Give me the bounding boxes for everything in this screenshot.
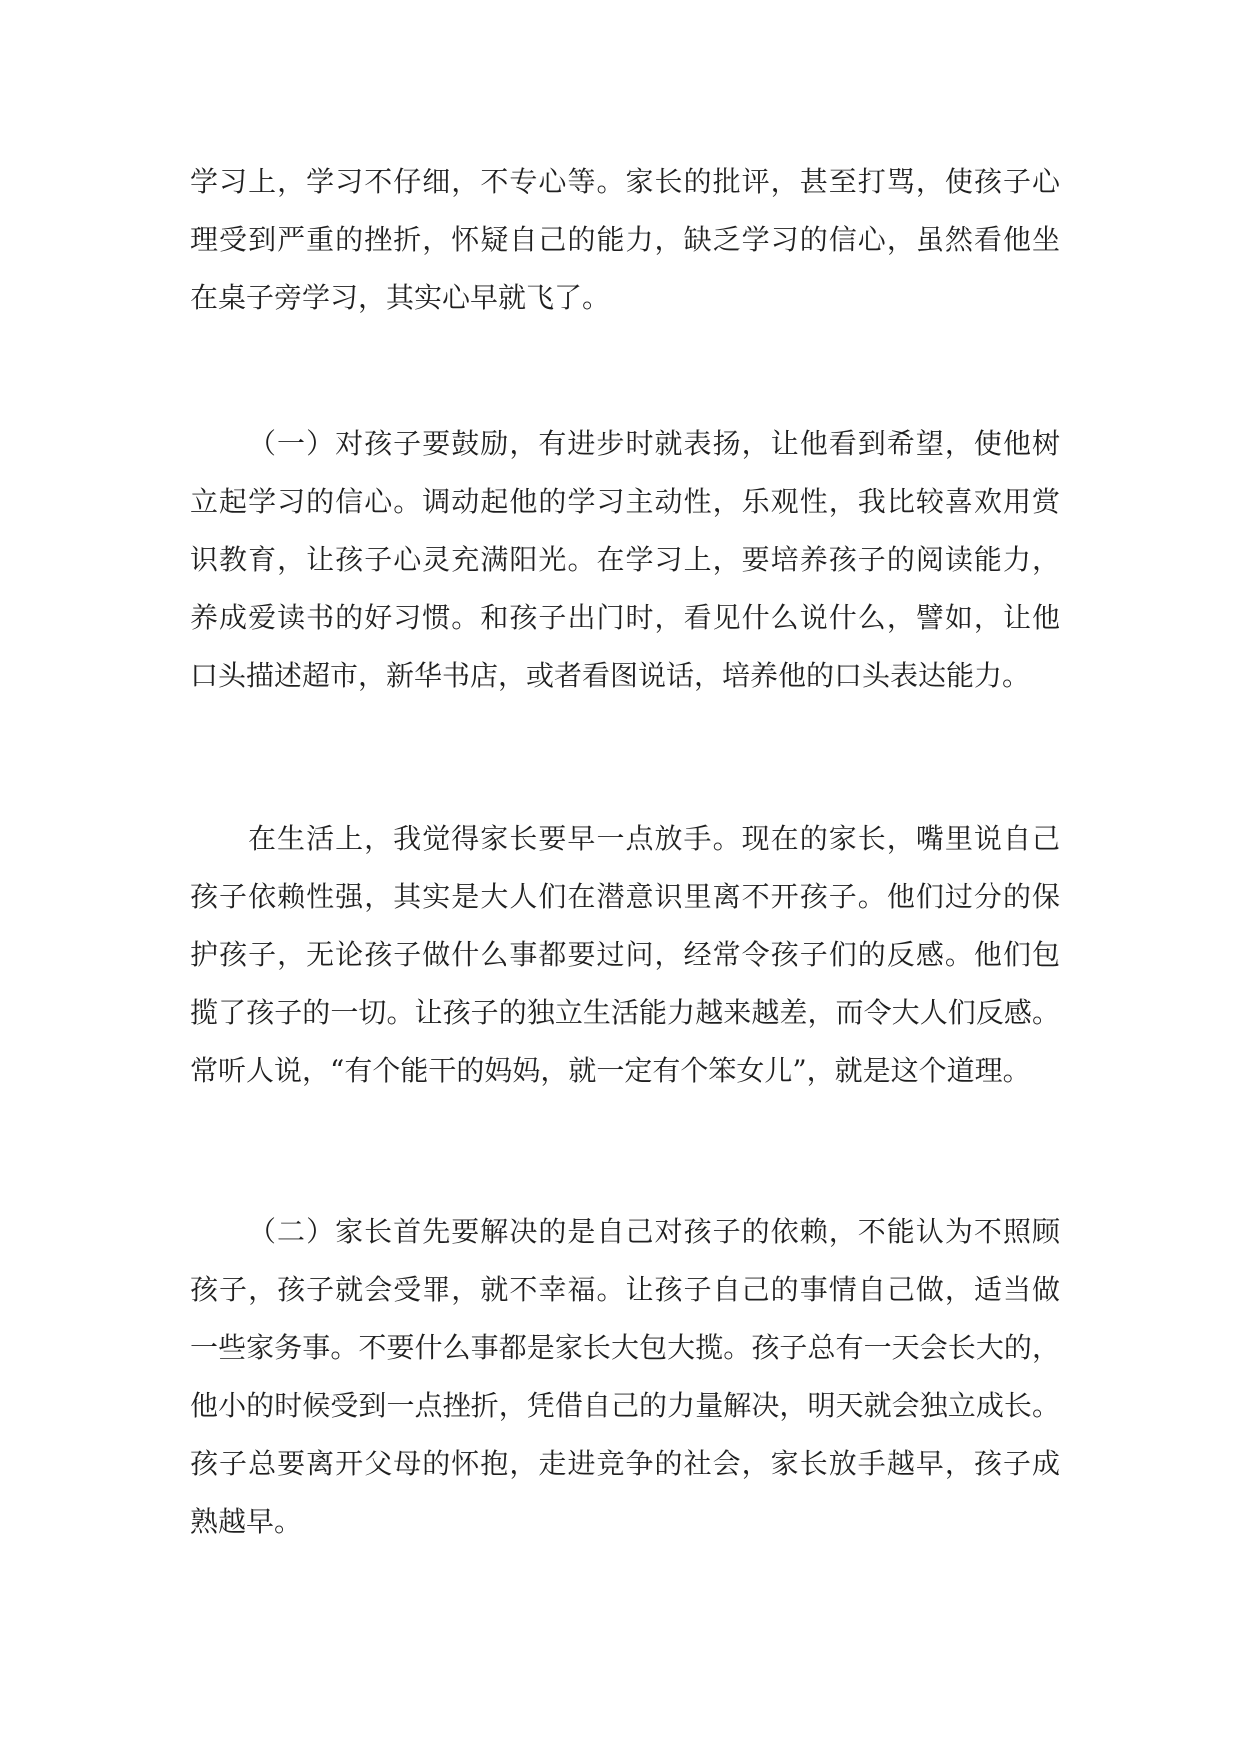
paragraph-2 (190, 415, 1060, 705)
paragraph-4 (190, 1203, 1060, 1551)
paragraph-line: 孩子，孩子就会受罪，就不幸福。让孩子自己的事情自己做，适当做 (190, 1273, 1060, 1306)
paragraph-1 (190, 153, 1060, 327)
paragraph-line: 揽了孩子的一切。让孩子的独立生活能力越来越差，而令大人们反感。 (190, 996, 1060, 1029)
paragraph-line: 养成爱读书的好习惯。和孩子出门时，看见什么说什么，譬如，让他 (190, 601, 1060, 634)
paragraph-line: 口头描述超市，新华书店，或者看图说话，培养他的口头表达能力。 (190, 659, 1031, 692)
paragraph-line: 一些家务事。不要什么事都是家长大包大揽。孩子总有一天会长大的， (190, 1331, 1060, 1364)
paragraph-line: 理受到严重的挫折，怀疑自己的能力，缺乏学习的信心，虽然看他坐 (190, 223, 1060, 256)
paragraph-line: 识教育，让孩子心灵充满阳光。在学习上，要培养孩子的阅读能力， (190, 543, 1060, 576)
paragraph-line: 他小的时候受到一点挫折，凭借自己的力量解决，明天就会独立成长。 (190, 1389, 1060, 1422)
paragraph-line: 孩子总要离开父母的怀抱，走进竞争的社会，家长放手越早，孩子成 (190, 1447, 1060, 1480)
paragraph-line: （一）对孩子要鼓励，有进步时就表扬，让他看到希望，使他树 (248, 427, 1060, 460)
paragraph-3 (190, 810, 1060, 1100)
paragraph-line: （二）家长首先要解决的是自己对孩子的依赖，不能认为不照顾 (248, 1215, 1060, 1248)
paragraph-line: 常听人说，“有个能干的妈妈，就一定有个笨女儿”，就是这个道理。 (190, 1054, 1031, 1087)
paragraph-line: 熟越早。 (190, 1505, 303, 1538)
paragraph-line: 立起学习的信心。调动起他的学习主动性，乐观性，我比较喜欢用赏 (190, 485, 1060, 518)
paragraph-line: 在生活上，我觉得家长要早一点放手。现在的家长，嘴里说自己 (248, 822, 1060, 855)
paragraph-line: 在桌子旁学习，其实心早就飞了。 (190, 281, 611, 314)
paragraph-line: 护孩子，无论孩子做什么事都要过问，经常令孩子们的反感。他们包 (190, 938, 1060, 971)
paragraph-line: 学习上，学习不仔细，不专心等。家长的批评，甚至打骂，使孩子心 (190, 165, 1060, 198)
paragraph-line: 孩子依赖性强，其实是大人们在潜意识里离不开孩子。他们过分的保 (190, 880, 1060, 913)
